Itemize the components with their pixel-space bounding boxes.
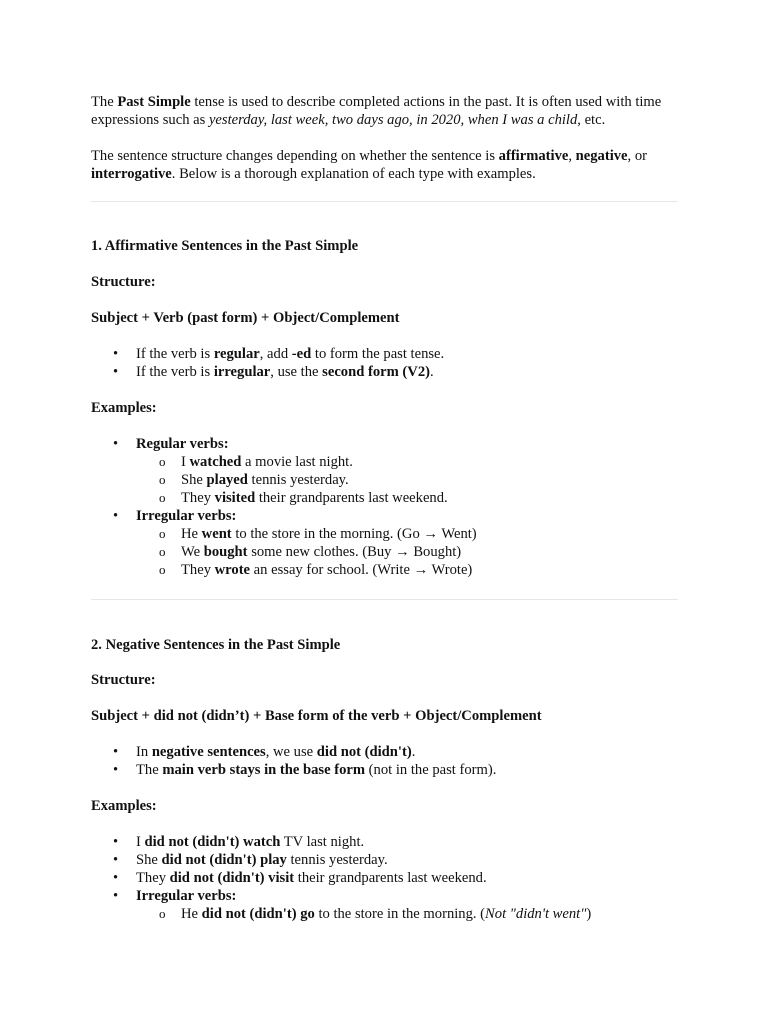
intro-structure-paragraph — [91, 147, 681, 183]
text-run: ) — [586, 906, 592, 922]
text-run: affirmative — [498, 148, 569, 164]
regular-verbs-label: Regular verbs: — [136, 436, 229, 452]
text-run: did not (didn't) — [316, 744, 412, 760]
list-item — [91, 887, 681, 923]
text-run: Past Simple — [117, 94, 191, 110]
text-run: The — [136, 762, 163, 778]
irregular-verbs-label: Irregular verbs: — [136, 508, 237, 524]
text-run: . — [411, 744, 416, 760]
text-run: main verb stays in the base form — [162, 762, 366, 778]
text-run: bought — [203, 544, 248, 560]
text-run: (not in the past form). — [365, 762, 497, 778]
text-run: I — [136, 834, 145, 850]
text-run: If the verb is — [136, 346, 214, 362]
text-run: In — [136, 744, 152, 760]
text-run: , etc. — [577, 112, 606, 128]
text-run: yesterday, last week, two days ago, in 2020, when I was a child — [208, 112, 578, 128]
list-item — [136, 561, 681, 579]
list-item — [136, 905, 681, 923]
list-item — [91, 345, 681, 363]
text-run: watched — [189, 454, 242, 470]
text-run: , use the — [270, 364, 323, 380]
text-run: wrote — [214, 562, 251, 578]
negative-rules-list — [91, 743, 681, 779]
list-item — [91, 833, 681, 851]
text-run: She — [136, 852, 162, 868]
text-run: I — [181, 454, 190, 470]
text-run: He — [181, 906, 202, 922]
text-run: They — [181, 490, 215, 506]
affirmative-examples-list — [91, 435, 681, 579]
text-run: their grandparents last weekend. — [294, 870, 487, 886]
intro-paragraph — [91, 93, 681, 129]
text-run: The sentence structure changes depending on whether the sentence is — [91, 148, 499, 164]
affirmative-examples-label: Examples: — [91, 400, 157, 416]
text-run: some new clothes. (Buy → Bought) — [247, 544, 462, 560]
irregular-examples-list — [136, 525, 681, 579]
text-run: . Below is a thorough explanation of each type with examples. — [171, 166, 536, 182]
list-item — [91, 743, 681, 761]
text-run: their grandparents last weekend. — [255, 490, 448, 506]
affirmative-formula: Subject + Verb (past form) + Object/Complement — [91, 310, 400, 326]
text-run: to form the past tense. — [311, 346, 445, 362]
affirmative-heading: 1. Affirmative Sentences in the Past Simple — [91, 238, 359, 254]
negative-irregular-examples-list — [136, 905, 681, 923]
text-run: We — [181, 544, 204, 560]
text-run: did not (didn't) go — [201, 906, 315, 922]
text-run: Not "didn't went" — [485, 906, 587, 922]
text-run: They — [136, 870, 170, 886]
list-item — [91, 363, 681, 381]
text-run: did not (didn't) watch — [144, 834, 281, 850]
text-run: did not (didn't) play — [161, 852, 287, 868]
text-run: interrogative — [91, 166, 172, 182]
list-item — [91, 869, 681, 887]
irregular-verbs-label: Irregular verbs: — [136, 888, 237, 904]
text-run: a movie last night. — [241, 454, 353, 470]
text-run: , add — [259, 346, 292, 362]
text-run: to the store in the morning. (Go → Went) — [231, 526, 477, 542]
list-item — [91, 851, 681, 869]
text-run: went — [201, 526, 232, 542]
text-run: -ed — [291, 346, 312, 362]
list-item — [136, 489, 681, 507]
list-item — [91, 761, 681, 779]
text-run: tennis yesterday. — [247, 472, 349, 488]
negative-examples-list — [91, 833, 681, 923]
text-run: She — [181, 472, 207, 488]
text-run: The — [91, 94, 118, 110]
text-run: If the verb is — [136, 364, 214, 380]
section-divider — [91, 201, 678, 202]
text-run: tennis yesterday. — [286, 852, 388, 868]
text-run: , — [568, 148, 576, 164]
text-run: . — [429, 364, 434, 380]
affirmative-rules-list — [91, 345, 681, 381]
text-run: did not (didn't) visit — [169, 870, 295, 886]
text-run: , we use — [265, 744, 317, 760]
text-run: regular — [213, 346, 260, 362]
text-run: negative sentences — [151, 744, 266, 760]
negative-structure-label: Structure: — [91, 672, 156, 688]
list-item — [136, 453, 681, 471]
text-run: They — [181, 562, 215, 578]
regular-examples-list — [136, 453, 681, 507]
text-run: visited — [214, 490, 256, 506]
text-run: negative — [575, 148, 628, 164]
text-run: irregular — [213, 364, 271, 380]
list-item — [136, 543, 681, 561]
text-run: second form (V2) — [322, 364, 430, 380]
text-run: , or — [627, 148, 648, 164]
text-run: played — [206, 472, 248, 488]
section-divider — [91, 599, 678, 600]
list-item — [91, 435, 681, 507]
list-item — [91, 507, 681, 579]
text-run: tense is used to describe completed actions in the past. It is often used with time expressions such as — [91, 94, 662, 128]
text-run: TV last night. — [280, 834, 365, 850]
negative-formula: Subject + did not (didn’t) + Base form of the verb + Object/Complement — [91, 708, 542, 724]
negative-heading: 2. Negative Sentences in the Past Simple — [91, 637, 341, 653]
list-item — [136, 525, 681, 543]
list-item — [136, 471, 681, 489]
text-run: He — [181, 526, 202, 542]
text-run: to the store in the morning. ( — [314, 906, 486, 922]
text-run: an essay for school. (Write → Wrote) — [250, 562, 473, 578]
affirmative-structure-label: Structure: — [91, 274, 156, 290]
negative-examples-label: Examples: — [91, 798, 157, 814]
